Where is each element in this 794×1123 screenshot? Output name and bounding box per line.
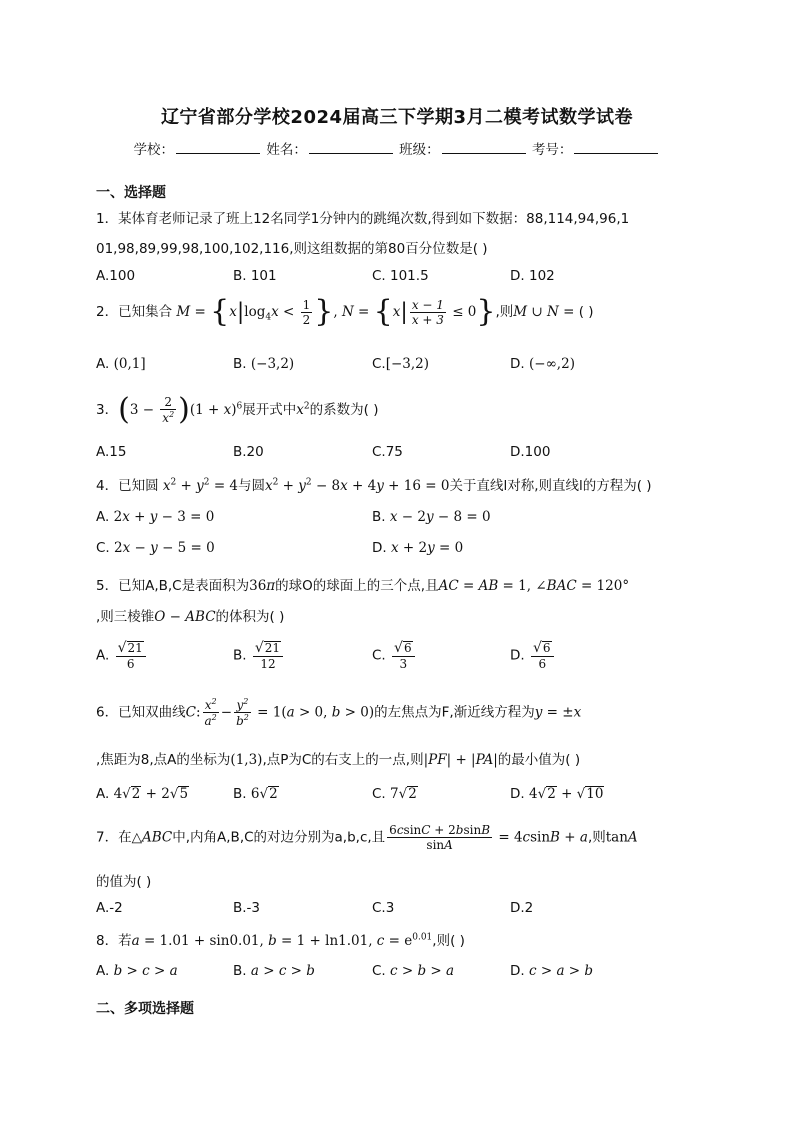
q3-num: 3． [96, 402, 119, 418]
q3-option-d[interactable]: D.100 [510, 444, 551, 460]
q7-stem-b: 中,内角A,B,C的对边分别为a,b,c,且 [172, 829, 386, 846]
school-blank[interactable] [176, 140, 260, 154]
q1-option-b[interactable]: B. 101 [233, 268, 277, 284]
q7-stem-a: 7．在 [96, 829, 132, 846]
q4-stem: 4．已知圆 [96, 478, 159, 494]
q1-option-c[interactable]: C. 101.5 [372, 268, 429, 284]
q4-mid: 与圆 [238, 478, 266, 494]
question-6-line-2: ,焦距为8,点A的坐标为(1,3),点P为C的右支上的一点,则|PF| + |PA|的最小值为( ) [96, 752, 581, 768]
q7-option-b[interactable]: B.-3 [233, 900, 261, 916]
q2-paren: ( ) [578, 304, 594, 320]
exam-number-label: 考号： [531, 142, 573, 158]
q4-option-d[interactable]: D. x + 2y = 0 [372, 540, 464, 556]
q2-option-c[interactable]: C.[−3,2) [372, 356, 430, 372]
student-info-line [0, 138, 794, 158]
question-8: 8．若a = 1.01 + sin0.01, b = 1 + ln1.01, $c = e^{0.01}$,则( ) [96, 932, 465, 949]
q3-option-c[interactable]: C.75 [372, 444, 403, 460]
q3-option-b[interactable]: B.20 [233, 444, 264, 460]
question-7-line-2: 的值为( ) [96, 874, 152, 890]
exam-number-blank[interactable] [574, 140, 658, 154]
q7-option-d[interactable]: D.2 [510, 900, 534, 916]
q5-option-a[interactable]: A. $\frac{√21}{6}$ [96, 640, 148, 671]
school-label: 学校： [133, 142, 175, 158]
question-4: 4．已知圆 $x^2 + y^2 = 4$与圆$x^2 + y^2 - 8x + 4y + 16 = 0$关于直线l对称,则直线l的方程为( ) [96, 477, 652, 494]
name-blank[interactable] [309, 140, 393, 154]
class-blank[interactable] [442, 140, 526, 154]
q4-option-c[interactable]: C. 2x − y − 5 = 0 [96, 540, 215, 556]
question-7-line-1: 7．在△ABC中,内角A,B,C的对边分别为a,b,c,且 $\frac{6csinC + 2bsinB}{\sin A}$ = 4csinB + a,则tanA [96, 823, 638, 852]
q1-option-a[interactable]: A.100 [96, 268, 136, 284]
question-6-line-1: 6．已知双曲线C: $\frac{x^2}{a^2}$ − $\frac{y^2}{b^2}$ = 1(a > 0, b > 0)的左焦点为F,渐近线方程为y = ±x [96, 697, 582, 728]
q5-stem-a: 5．已知A,B,C是表面积为 [96, 578, 250, 594]
q6-option-a[interactable]: A. 4√2 + 2√5 [96, 786, 189, 802]
q2-stem: 2．已知集合 [96, 304, 173, 320]
q2-option-a[interactable]: A. (0,1] [96, 356, 146, 372]
question-1-line-1: 1．某体育老师记录了班上12名同学1分钟内的跳绳次数,得到如下数据：88,114,94,96,1 [96, 211, 630, 227]
class-label: 班级： [399, 142, 440, 158]
exam-title: 辽宁省部分学校2024届高三下学期3月二模考试数学试卷 [160, 107, 634, 128]
q7-option-c[interactable]: C.3 [372, 900, 395, 916]
q8-option-c[interactable]: C. c > b > a [372, 963, 455, 979]
q5-stem-b: 的球O的球面上的三个点,且 [275, 578, 439, 594]
question-5-line-2: ,则三棱锥O − ABC的体积为( ) [96, 609, 285, 625]
q5-option-b[interactable]: B. $\frac{√21}{12}$ [233, 640, 285, 671]
q3-option-a[interactable]: A.15 [96, 444, 127, 460]
q8-stem-a: 8．若 [96, 933, 132, 949]
section-heading-single-choice: 一、选择题 [96, 185, 166, 201]
q2-option-b[interactable]: B. (−3,2) [233, 356, 295, 372]
question-2: 2．已知集合 $M = \{x|\log_4x$ < $\frac{1}{2}$ }, N = {x| $\frac{x - 1}{x + 3}$ ≤ 0},则M ∪ N = ( ) [96, 294, 594, 329]
q7-option-a[interactable]: A.-2 [96, 900, 123, 916]
q4-option-b[interactable]: B. x − 2y − 8 = 0 [372, 509, 491, 525]
question-5-line-1: 5．已知A,B,C是表面积为36π的球O的球面上的三个点,且AC = AB = 1, ∠BAC = 120° [96, 578, 630, 594]
q8-option-b[interactable]: B. a > c > b [233, 963, 315, 979]
q8-option-a[interactable]: A. b > c > a [96, 963, 178, 979]
q4-end: 关于直线l对称,则直线l的方程为( ) [449, 478, 652, 494]
q6-stem-b: 的左焦点为F,渐近线方程为 [374, 704, 535, 721]
q6-stem-e: 的最小值为( ) [497, 752, 581, 768]
q2-stem-end: ,则 [495, 304, 514, 320]
q5-option-d[interactable]: D. $\frac{√6}{6}$ [510, 640, 556, 671]
q6-option-d[interactable]: D. 4√2 + √10 [510, 786, 604, 802]
q6-option-b[interactable]: B. 6√2 [233, 786, 278, 802]
q5-stem-c: ,则三棱锥 [96, 609, 155, 625]
q6-stem-a: 6．已知双曲线 [96, 704, 186, 721]
name-label: 姓名： [266, 142, 307, 158]
q7-stem-c: ,则 [587, 829, 606, 846]
q6-stem-c: ,焦距为8,点A的坐标为 [96, 752, 231, 768]
question-3: 3．(3 − $\frac{2}{x^2}$ )$(1 + x)^6$展开式中$x^2$的系数为( ) [96, 392, 379, 427]
question-1-line-2: 01,98,89,99,98,100,102,116,则这组数据的第80百分位数是( ) [96, 241, 488, 257]
q3-text2: 的系数为( ) [309, 402, 379, 418]
q5-option-c[interactable]: C. $\frac{√6}{3}$ [372, 640, 417, 671]
q5-stem-d: 的体积为( ) [215, 609, 285, 625]
section-heading-multiple-choice: 二、多项选择题 [96, 1001, 194, 1017]
q6-stem-d: ,点P为C的右支上的一点,则 [262, 752, 424, 768]
q1-option-d[interactable]: D. 102 [510, 268, 555, 284]
q3-text: 展开式中 [242, 402, 297, 418]
q6-option-c[interactable]: C. 7√2 [372, 786, 417, 802]
q8-stem-b: ,则( ) [432, 933, 465, 949]
q2-option-d[interactable]: D. (−∞,2) [510, 356, 575, 372]
q8-option-d[interactable]: D. c > a > b [510, 963, 594, 979]
q4-option-a[interactable]: A. 2x + y − 3 = 0 [96, 509, 215, 525]
